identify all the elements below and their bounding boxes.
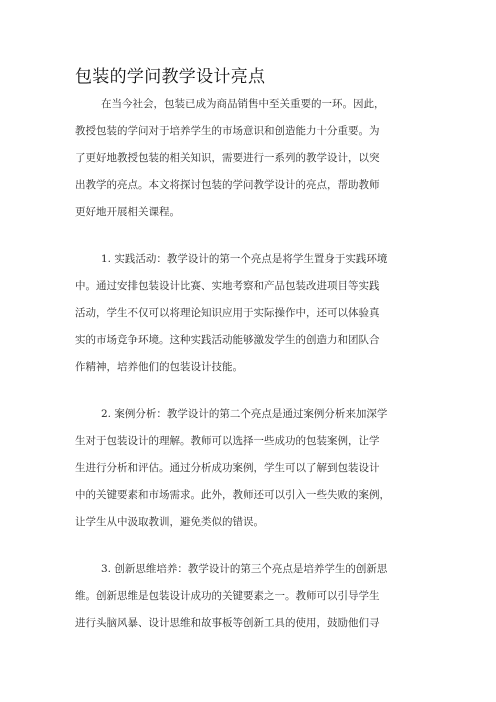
paragraph-line: 出教学的亮点。本文将探讨包装的学问教学设计的亮点，帮助教师 — [75, 179, 380, 191]
paragraph-line: 作精神，培养他们的包装设计技能。 — [75, 361, 243, 373]
paragraph-line: 中。通过安排包装设计比赛、实地考察和产品包装改进项目等实践 — [75, 280, 380, 292]
paragraph-line: 实的市场竞争环境。这种实践活动能够激发学生的创造力和团队合 — [75, 334, 380, 346]
paragraph-line: 让学生从中汲取教训，避免类似的错误。 — [75, 516, 264, 528]
paragraph-line: 1. 实践活动：教学设计的第一个亮点是将学生置身于实践环境 — [101, 253, 388, 265]
paragraph-line: 维。创新思维是包装设计成功的关键要素之一。教师可以引导学生 — [75, 590, 380, 602]
paragraph-line: 更好地开展相关课程。 — [75, 206, 180, 218]
paragraph-line: 活动，学生不仅可以将理论知识应用于实际操作中，还可以体验真 — [75, 307, 380, 319]
paragraph-line: 了更好地教授包装的相关知识，需要进行一系列的教学设计，以突 — [75, 152, 380, 164]
paragraph-line: 2. 案例分析：教学设计的第二个亮点是通过案例分析来加深学 — [101, 408, 388, 420]
paragraph-line: 3. 创新思维培养：教学设计的第三个亮点是培养学生的创新思 — [101, 563, 388, 575]
paragraph-line: 中的关键要素和市场需求。此外，教师还可以引入一些失败的案例， — [75, 489, 390, 501]
paragraph-line: 生对于包装设计的理解。教师可以选择一些成功的包装案例，让学 — [75, 435, 380, 447]
paragraph-line: 进行头脑风暴、设计思维和故事板等创新工具的使用，鼓励他们寻 — [75, 617, 380, 629]
paragraph-line: 生进行分析和评估。通过分析成功案例，学生可以了解到包装设计 — [75, 462, 380, 474]
paragraph-line: 教授包装的学问对于培养学生的市场意识和创造能力十分重要。为 — [75, 125, 380, 137]
paragraph-line: 在当今社会，包装已成为商品销售中至关重要的一环。因此， — [101, 98, 385, 110]
document-title: 包装的学问教学设计亮点 — [75, 67, 266, 87]
